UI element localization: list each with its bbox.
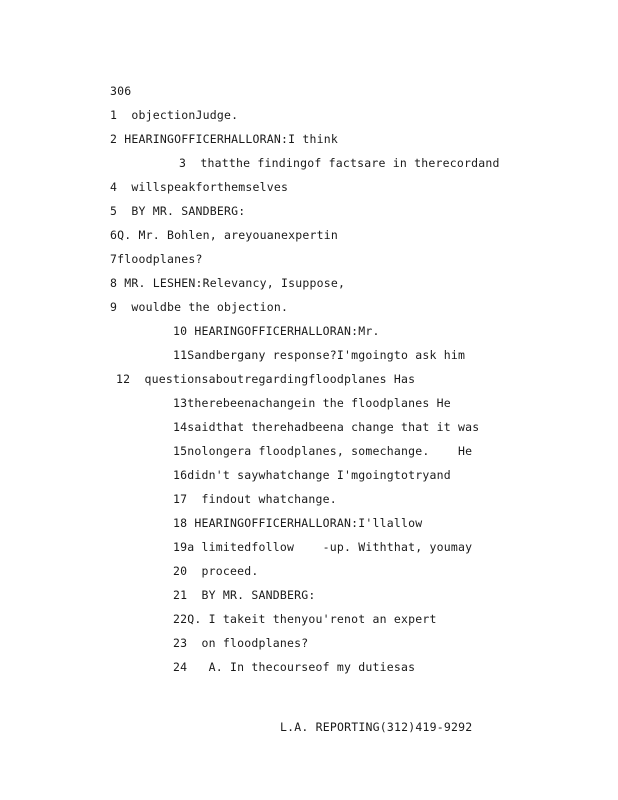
transcript-line-22: 22Q. I takeit thenyou'renot an expert [173, 612, 437, 626]
transcript-line-14: 14saidthat therehadbeena change that it was [173, 420, 480, 434]
transcript-line-21: 21 BY MR. SANDBERG: [173, 588, 316, 602]
transcript-line-12: 12 questionsaboutregardingfloodplanes Has [116, 372, 416, 386]
transcript-line-4: 4 willspeakforthemselves [110, 180, 289, 194]
transcript-line-18: 18 HEARINGOFFICERHALLORAN:I'llallow [173, 516, 423, 530]
transcript-line-11: 11Sandbergany response?I'mgoingto ask him [173, 348, 466, 362]
transcript-line-2: 2 HEARINGOFFICERHALLORAN:I think [110, 132, 338, 146]
transcript-line-15: 15nolongera floodplanes, somechange. He [173, 444, 473, 458]
reporter-footer: L.A. REPORTING(312)419-9292 [280, 720, 473, 734]
transcript-line-16: 16didn't saywhatchange I'mgoingtotryand [173, 468, 451, 482]
transcript-line-6: 6Q. Mr. Bohlen, areyouanexpertin [110, 228, 338, 242]
transcript-line-8: 8 MR. LESHEN:Relevancy, Isuppose, [110, 276, 346, 290]
transcript-line-23: 23 on floodplanes? [173, 636, 309, 650]
transcript-line-17: 17 findout whatchange. [173, 492, 337, 506]
transcript-line-9: 9 wouldbe the objection. [110, 300, 289, 314]
transcript-line-24: 24 A. In thecourseof my dutiesas [173, 660, 416, 674]
transcript-line-3: 3 thatthe findingof factsare in therecordand [179, 156, 500, 170]
transcript-line-5: 5 BY MR. SANDBERG: [110, 204, 246, 218]
transcript-line-10: 10 HEARINGOFFICERHALLORAN:Mr. [173, 324, 380, 338]
transcript-line-20: 20 proceed. [173, 564, 259, 578]
transcript-line-1: 1 objectionJudge. [110, 108, 239, 122]
transcript-line-7: 7floodplanes? [110, 252, 203, 266]
transcript-line-13: 13therebeenachangein the floodplanes He [173, 396, 451, 410]
transcript-line-19: 19a limitedfollow -up. Withthat, youmay [173, 540, 473, 554]
page-number: 306 [110, 84, 132, 98]
